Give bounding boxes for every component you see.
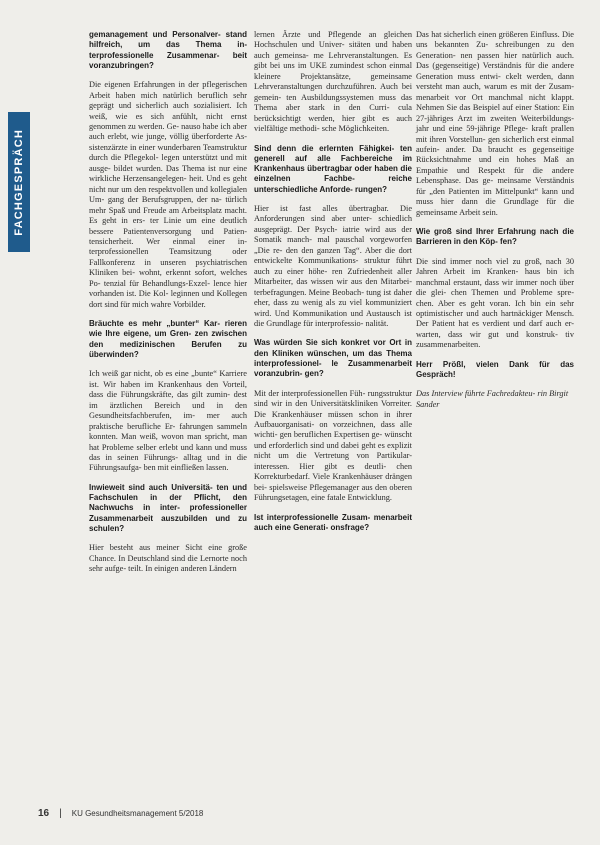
column-1	[89, 30, 247, 584]
journal-name: KU Gesundheitsmanagement 5/2018	[71, 809, 204, 818]
interview-question: gemanagement und Personalver- stand hilfreich, um das Thema in- terprofessionelle Zusammenar- beit voranzubringen?	[89, 30, 247, 70]
interview-answer: Die sind immer noch viel zu groß, nach 30 Jahren Arbeit im Kranken- haus bin ich manchmal erstaunt, dass wir immer noch über die glei- chen Themen und Probleme spre- chen. Aber es geht voran. Ich bin ein sehr optimistischer und auch hartnäckiger Mensch. Der Patient hat es verdient und darf auch er- warten, dass wir gut und konstruk- tiv zusammenarbeiten.	[416, 256, 574, 350]
interview-answer: Mit der interprofessionellen Füh- rungsstruktur sind wir in den Universitätskliniken Vorreiter. Die Krankenhäuser müssen schon in ihrer Aufbauorganisati- on vorzeichnen, dass alle wichti- gen beruflichen Expertisen ge- wünscht und erforderlich sind und dabei geht es explizit nicht um die Vertretung von Partikular- interessen. Hier gibt es deutli- chen Korrekturbedarf. Viele Krankenhäuser drängen bei- spielsweise Pflegemanager aus den oberen Führungsetagen, eine fatale Entwicklung.	[254, 388, 412, 503]
section-tab	[8, 112, 30, 252]
interview-answer: Hier ist fast alles übertragbar. Die Anforderungen sind aber unter- schiedlich ausgeprägt. Der Psych- iatrie wird aus der Somatik manch- mal pauschal vorgeworfen „Die re- den den ganzen Tag“. Aber die dort entwickelte Kommunikations- struktur führt auch zu einer höhe- ren Zufriedenheit aller Mitarbeiter, das wissen wir aus den Mitarbei- terbefragungen. Meine Beobach- tung ist daher eher, dass zu wenig als zu viel kommuniziert wird. Und Kommunikation und Austausch ist die Grundlage für interprofessio- nalität.	[254, 204, 412, 328]
interview-question: Was würden Sie sich konkret vor Ort in den Kliniken wünschen, um das Thema interprofessionel- le Zusammenarbeit voranzubrin- gen?	[254, 338, 412, 379]
interview-question: Bräuchte es mehr „bunter“ Kar- rieren wie Ihre eigene, um Gren- zen zwischen den medizinischen Berufen zu überwinden?	[89, 319, 247, 360]
footer-separator: |	[59, 808, 62, 819]
interview-answer: Die eigenen Erfahrungen in der pflegerischen Arbeit haben mich natürlich beruflich sehr geprägt und sicherlich auch sozialisiert. Ich weiß, wie es sich anfühlt, nicht ernst genommen zu werden. Ge- nauso habe ich aber auch erlebt, wie junge, völlig überforderte As- sistenzärzte in einer wunderbaren Teamstruktur durch die Pflegekol- legen unterstützt und mit ausge- bildet wurden. Das Thema ist nur eine wirkliche Herzensangelegen- heit. Und es geht nicht nur um den respektvollen und kollegialen Um- gang der Berufsgruppen, der na- türlich mehr Spaß und Freude am Arbeitsplatz macht. Es geht in ers- ter Linie um eine deutlich bessere Patientenversorgung und Patien- tensicherheit. Wer einmal einer in- terprofessionellen Teamsitzung oder Fallkonferenz in unseren psychiatrischen Kliniken bei- wohnt, erkennt sofort, welches Po- tenzial für Behandlungs-Exzel- lence hier vorhanden ist. Die Kol- leginnen und Kollegen dort sind für mich wahre Vorbilder.	[89, 80, 247, 309]
interview-answer: Das hat sicherlich einen größeren Einfluss. Die uns bekannten Zu- schreibungen zu den Generation- nen passen hier natürlich auch. Das (gegenseitige) Verständnis für die andere Generation muss entwi- ckelt werden, dann versteht man auch, warum es mit der Zusam- menarbeit vor Ort manchmal nicht klappt. Nehmen Sie das Beispiel auf einer Station: Ein 27-jähriges Arzt im zweiten Weiterbildungs- jahr und eine 59-jährige Pflege- kraft prallen mit ihren Vorstellun- gen sicherlich erst einmal aufein- ander. Da braucht es gegenseitige Rücksichtnahme und ein hohes Maß an Empathie und Respekt für die andere Lebensphase. Das ge- meinsame Verständnis für „den Patienten im Mittelpunkt“ kann und muss hier dann die Grundlage für die gemeinsame Arbeit sein.	[416, 30, 574, 217]
interview-answer: Ich weiß gar nicht, ob es eine „bunte“ Karriere ist. Wir haben im Krankenhaus den Vorteil, dass die Führungskräfte, das gilt zumin- dest im ärztlichen Bereich und in den Gesundheitsfachberufen, im- mer auch praktische berufliche Er- fahrungen sammeln konnten. Man weiß, wovon man spricht, man hat Probleme selber erlebt und kann und muss das in seinen Führungs- alltag und in die Führungsaufga- ben mit einfließen lassen.	[89, 369, 247, 473]
section-tab-label: FACHGESPRÄCH	[13, 128, 25, 236]
interview-answer: lernen Ärzte und Pflegende an gleichen Hochschulen und Univer- sitäten und haben auch gemeinsa- me Lehrveranstaltungen. Es gibt bei uns im UKE zumindest schon einmal kleinere Projektansätze, gemeinsame Lehrveranstaltungen durchzuführen. Auch bei gemein- ten Ausbildungssystemen muss das Thema aber stark in den Curri- cula berücksichtigt werden, hier gibt es auch vielfältige methodi- sche Möglichkeiten.	[254, 30, 412, 134]
column-2	[254, 30, 412, 542]
interview-answer: Hier besteht aus meiner Sicht eine große Chance. In Deutschland sind die Lernorte noch sehr aufge- teilt. In einigen anderen Ländern	[89, 543, 247, 574]
interview-question: Sind denn die erlernten Fähigkei- ten generell auf alle Fachbereiche im Krankenhaus übertragbar oder haben die einzelnen Fachbe- reiche unterschiedliche Anforde- rungen?	[254, 143, 412, 194]
page-number: 16	[38, 808, 50, 819]
interview-question: Ist interprofessionelle Zusam- menarbeit auch eine Generati- onsfrage?	[254, 512, 412, 532]
author-credit: Das Interview führte Fachredakteu- rin Birgit Sander	[416, 389, 569, 409]
column-3	[416, 30, 574, 419]
interview-question: Herr Prößl, vielen Dank für das Gespräch!	[416, 359, 574, 380]
page-footer	[38, 808, 203, 819]
interview-question: Inwieweit sind auch Universitä- ten und Fachschulen in der Pflicht, den Nachwuchs in inter- professioneller Zusammenarbeit auszubilden und zu schulen?	[89, 482, 247, 534]
interview-question: Wie groß sind Ihrer Erfahrung nach die Barrieren in den Köp- fen?	[416, 227, 574, 247]
